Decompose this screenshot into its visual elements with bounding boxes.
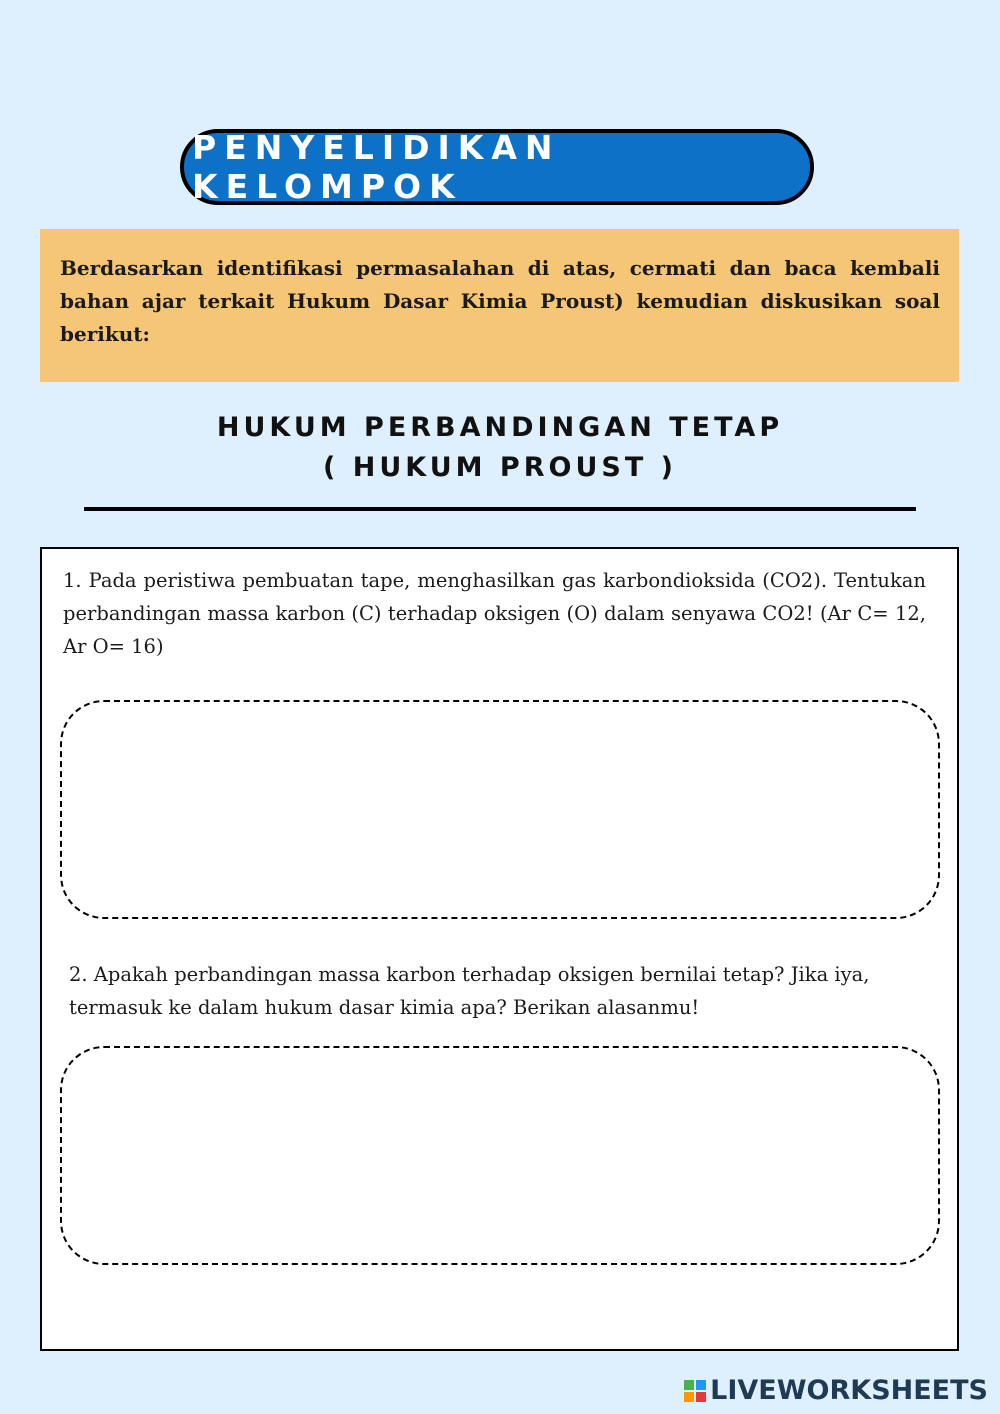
watermark-text: LIVEWORKSHEETS: [710, 1375, 988, 1406]
instruction-box: [40, 229, 959, 382]
section-subtitle: ( HUKUM PROUST ): [323, 452, 677, 483]
liveworksheets-watermark: [684, 1375, 988, 1406]
question-2-text: 2. Apakah perbandingan massa karbon terhadap oksigen bernilai tetap? Jika iya, termasuk ke dalam hukum dasar kimia apa? Berikan alasanmu!: [69, 963, 870, 1019]
worksheet-panel: [40, 547, 959, 1351]
question-1-text: 1. Pada peristiwa pembuatan tape, menghasilkan gas karbondioksida (CO2). Tentukan perbandingan massa karbon (C) terhadap oksigen (O) dalam senyawa CO2! (Ar C= 12, Ar O= 16): [63, 569, 926, 658]
section-heading: [0, 408, 1000, 488]
logo-square-blue: [696, 1380, 706, 1390]
answer-box-1[interactable]: [60, 700, 940, 919]
banner-title: PENYELIDIKAN KELOMPOK: [192, 128, 561, 206]
instruction-text: Berdasarkan identifikasi permasalahan di atas, cermati dan baca kembali bahan ajar terkait Hukum Dasar Kimia Proust) kemudian diskusikan soal berikut:: [60, 256, 940, 346]
liveworksheets-logo-icon: [684, 1380, 706, 1402]
title-banner: [180, 129, 814, 205]
section-title: HUKUM PERBANDINGAN TETAP: [216, 412, 784, 443]
logo-square-green: [684, 1380, 694, 1390]
answer-box-2[interactable]: [60, 1046, 940, 1265]
logo-square-red: [696, 1392, 706, 1402]
heading-divider: [84, 507, 916, 511]
logo-square-orange: [684, 1392, 694, 1402]
